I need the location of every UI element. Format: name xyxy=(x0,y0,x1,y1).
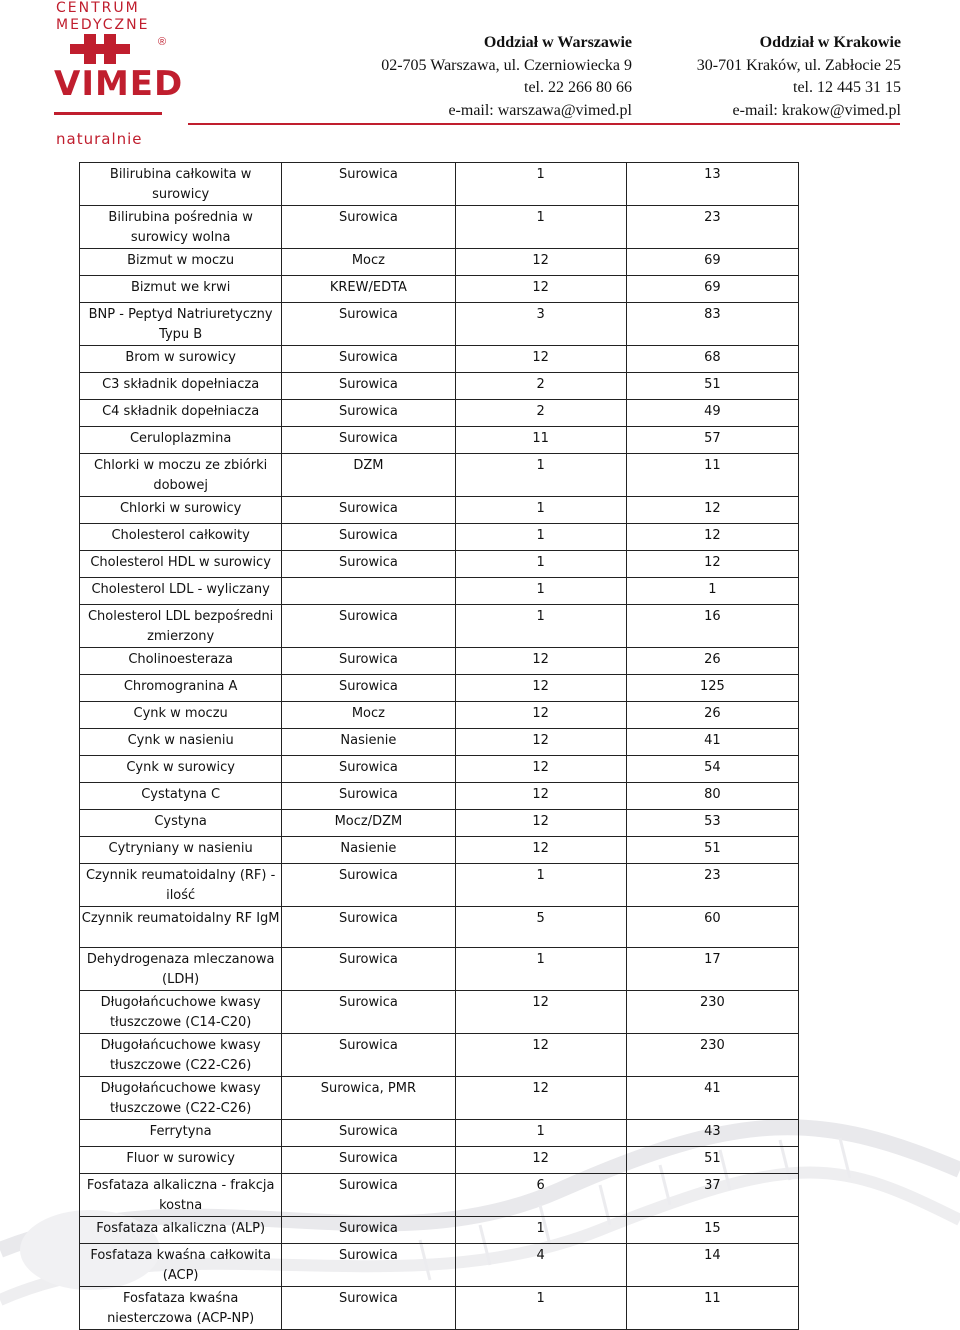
table-row xyxy=(80,454,799,497)
price-cell: 23 xyxy=(626,206,798,249)
logo-top-text: CENTRUM MEDYCZNE xyxy=(56,0,150,33)
price-cell: 83 xyxy=(626,303,798,346)
price-cell: 51 xyxy=(626,837,798,864)
table-row xyxy=(80,729,799,756)
test-name-cell: Fosfataza alkaliczna - frakcja kostna xyxy=(80,1174,282,1217)
price-cell: 125 xyxy=(626,675,798,702)
test-name-cell: Bilirubina całkowita w surowicy xyxy=(80,163,282,206)
table-row xyxy=(80,648,799,675)
price-cell: 230 xyxy=(626,991,798,1034)
test-name-cell: Brom w surowicy xyxy=(80,346,282,373)
test-name-cell: Cynk w moczu xyxy=(80,702,282,729)
price-cell: 17 xyxy=(626,948,798,991)
table-row xyxy=(80,675,799,702)
test-name-cell: Chromogranina A xyxy=(80,675,282,702)
price-cell: 23 xyxy=(626,864,798,907)
table-row xyxy=(80,524,799,551)
turnaround-days-cell: 2 xyxy=(455,373,626,400)
test-name-cell: Długołańcuchowe kwasy tłuszczowe (C22-C26) xyxy=(80,1077,282,1120)
turnaround-days-cell: 12 xyxy=(455,783,626,810)
turnaround-days-cell: 1 xyxy=(455,206,626,249)
material-cell: Surowica xyxy=(282,373,455,400)
material-cell: Surowica xyxy=(282,864,455,907)
test-name-cell: Cynk w surowicy xyxy=(80,756,282,783)
test-name-cell: Cystatyna C xyxy=(80,783,282,810)
turnaround-days-cell: 1 xyxy=(455,1120,626,1147)
branch-address: 30-701 Kraków, ul. Zabłocie 25 xyxy=(696,56,901,74)
logo-sub-text: naturalnie xyxy=(56,130,143,148)
turnaround-days-cell: 1 xyxy=(455,864,626,907)
table-row xyxy=(80,1034,799,1077)
turnaround-days-cell: 12 xyxy=(455,702,626,729)
branch-title: Oddział w Krakowie xyxy=(759,34,901,51)
test-name-cell: Chlorki w surowicy xyxy=(80,497,282,524)
price-cell: 11 xyxy=(626,454,798,497)
material-cell: Surowica xyxy=(282,524,455,551)
table-row xyxy=(80,249,799,276)
test-price-table xyxy=(79,162,799,1330)
turnaround-days-cell: 12 xyxy=(455,249,626,276)
test-name-cell: Fosfataza alkaliczna (ALP) xyxy=(80,1217,282,1244)
turnaround-days-cell: 12 xyxy=(455,810,626,837)
turnaround-days-cell: 1 xyxy=(455,605,626,648)
price-cell: 60 xyxy=(626,907,798,948)
table-row xyxy=(80,1287,799,1330)
table-row xyxy=(80,1147,799,1174)
turnaround-days-cell: 12 xyxy=(455,675,626,702)
price-cell: 12 xyxy=(626,497,798,524)
table-row xyxy=(80,303,799,346)
table-row xyxy=(80,702,799,729)
branch-phone: tel. 22 266 80 66 xyxy=(524,79,632,96)
turnaround-days-cell: 12 xyxy=(455,276,626,303)
test-name-cell: Cholesterol LDL - wyliczany xyxy=(80,578,282,605)
material-cell: Nasienie xyxy=(282,729,455,756)
turnaround-days-cell: 1 xyxy=(455,578,626,605)
test-name-cell: Cystyna xyxy=(80,810,282,837)
table-row xyxy=(80,497,799,524)
test-name-cell: Cholesterol całkowity xyxy=(80,524,282,551)
table-row xyxy=(80,346,799,373)
material-cell xyxy=(282,578,455,605)
material-cell: Surowica xyxy=(282,605,455,648)
material-cell: Surowica xyxy=(282,1120,455,1147)
test-name-cell: Cholinoesteraza xyxy=(80,648,282,675)
turnaround-days-cell: 1 xyxy=(455,1287,626,1330)
price-cell: 54 xyxy=(626,756,798,783)
material-cell: Mocz/DZM xyxy=(282,810,455,837)
material-cell: Surowica, PMR xyxy=(282,1077,455,1120)
material-cell: Nasienie xyxy=(282,837,455,864)
turnaround-days-cell: 12 xyxy=(455,1077,626,1120)
test-name-cell: Cholesterol HDL w surowicy xyxy=(80,551,282,578)
turnaround-days-cell: 1 xyxy=(455,524,626,551)
table-row xyxy=(80,1120,799,1147)
price-cell: 53 xyxy=(626,810,798,837)
test-name-cell: Chlorki w moczu ze zbiórki dobowej xyxy=(80,454,282,497)
branch-address: 02-705 Warszawa, ul. Czerniowiecka 9 xyxy=(381,56,632,74)
table-row xyxy=(80,991,799,1034)
test-name-cell: C4 składnik dopełniacza xyxy=(80,400,282,427)
test-name-cell: Bizmut w moczu xyxy=(80,249,282,276)
table-row xyxy=(80,1244,799,1287)
turnaround-days-cell: 1 xyxy=(455,497,626,524)
branch-krakow xyxy=(697,32,901,122)
price-cell: 49 xyxy=(626,400,798,427)
test-name-cell: Dehydrogenaza mleczanowa (LDH) xyxy=(80,948,282,991)
turnaround-days-cell: 12 xyxy=(455,346,626,373)
table-row xyxy=(80,783,799,810)
turnaround-days-cell: 2 xyxy=(455,400,626,427)
price-cell: 11 xyxy=(626,1287,798,1330)
material-cell: Surowica xyxy=(282,400,455,427)
material-cell: Surowica xyxy=(282,675,455,702)
table-row xyxy=(80,427,799,454)
test-name-cell: Czynnik reumatoidalny RF IgM xyxy=(80,907,282,948)
price-cell: 51 xyxy=(626,1147,798,1174)
test-name-cell: Fluor w surowicy xyxy=(80,1147,282,1174)
price-cell: 14 xyxy=(626,1244,798,1287)
table-row xyxy=(80,578,799,605)
material-cell: Surowica xyxy=(282,783,455,810)
price-cell: 37 xyxy=(626,1174,798,1217)
test-name-cell: Cynk w nasieniu xyxy=(80,729,282,756)
price-cell: 26 xyxy=(626,648,798,675)
turnaround-days-cell: 12 xyxy=(455,1034,626,1077)
test-name-cell: Długołańcuchowe kwasy tłuszczowe (C22-C26) xyxy=(80,1034,282,1077)
material-cell: Surowica xyxy=(282,346,455,373)
material-cell: Surowica xyxy=(282,1244,455,1287)
branch-email[interactable]: e-mail: warszawa@vimed.pl xyxy=(448,101,632,119)
logo-registered: ® xyxy=(158,36,167,48)
turnaround-days-cell: 12 xyxy=(455,837,626,864)
logo-main-text: VIMED xyxy=(54,64,184,104)
test-name-cell: C3 składnik dopełniacza xyxy=(80,373,282,400)
test-name-cell: Bizmut we krwi xyxy=(80,276,282,303)
test-name-cell: Ceruloplazmina xyxy=(80,427,282,454)
table-row xyxy=(80,551,799,578)
table-row xyxy=(80,810,799,837)
table-row xyxy=(80,206,799,249)
turnaround-days-cell: 1 xyxy=(455,454,626,497)
material-cell: Surowica xyxy=(282,551,455,578)
material-cell: Surowica xyxy=(282,1217,455,1244)
price-cell: 51 xyxy=(626,373,798,400)
test-name-cell: Fosfataza kwaśna całkowita (ACP) xyxy=(80,1244,282,1287)
test-name-cell: Czynnik reumatoidalny (RF) - ilość xyxy=(80,864,282,907)
material-cell: Surowica xyxy=(282,648,455,675)
price-cell: 12 xyxy=(626,524,798,551)
price-cell: 15 xyxy=(626,1217,798,1244)
material-cell: Surowica xyxy=(282,991,455,1034)
table-row xyxy=(80,605,799,648)
price-cell: 43 xyxy=(626,1120,798,1147)
material-cell: Surowica xyxy=(282,1147,455,1174)
price-cell: 41 xyxy=(626,1077,798,1120)
vimed-logo xyxy=(54,0,184,150)
test-name-cell: BNP - Peptyd Natriuretyczny Typu B xyxy=(80,303,282,346)
material-cell: Surowica xyxy=(282,948,455,991)
turnaround-days-cell: 12 xyxy=(455,1147,626,1174)
material-cell: Mocz xyxy=(282,249,455,276)
material-cell: DZM xyxy=(282,454,455,497)
price-cell: 68 xyxy=(626,346,798,373)
header-divider xyxy=(188,123,900,125)
test-name-cell: Fosfataza kwaśna niesterczowa (ACP-NP) xyxy=(80,1287,282,1330)
turnaround-days-cell: 11 xyxy=(455,427,626,454)
price-cell: 230 xyxy=(626,1034,798,1077)
material-cell: Surowica xyxy=(282,497,455,524)
price-cell: 41 xyxy=(626,729,798,756)
material-cell: Surowica xyxy=(282,756,455,783)
table-row xyxy=(80,907,799,948)
material-cell: Surowica xyxy=(282,206,455,249)
material-cell: Mocz xyxy=(282,702,455,729)
turnaround-days-cell: 5 xyxy=(455,907,626,948)
logo-underline xyxy=(54,112,162,115)
price-cell: 1 xyxy=(626,578,798,605)
test-name-cell: Długołańcuchowe kwasy tłuszczowe (C14-C20) xyxy=(80,991,282,1034)
branch-warsaw xyxy=(381,32,632,122)
price-cell: 26 xyxy=(626,702,798,729)
table-row xyxy=(80,373,799,400)
table-row xyxy=(80,400,799,427)
material-cell: Surowica xyxy=(282,1034,455,1077)
material-cell: Surowica xyxy=(282,163,455,206)
branch-email[interactable]: e-mail: krakow@vimed.pl xyxy=(732,101,901,119)
table-row xyxy=(80,163,799,206)
price-cell: 69 xyxy=(626,249,798,276)
turnaround-days-cell: 1 xyxy=(455,948,626,991)
table-row xyxy=(80,948,799,991)
branch-title: Oddział w Warszawie xyxy=(483,34,632,51)
price-cell: 69 xyxy=(626,276,798,303)
table-row xyxy=(80,1077,799,1120)
table-row xyxy=(80,1174,799,1217)
test-name-cell: Ferrytyna xyxy=(80,1120,282,1147)
test-name-cell: Cytryniany w nasieniu xyxy=(80,837,282,864)
table-row xyxy=(80,756,799,783)
price-cell: 13 xyxy=(626,163,798,206)
material-cell: Surowica xyxy=(282,907,455,948)
material-cell: Surowica xyxy=(282,427,455,454)
turnaround-days-cell: 1 xyxy=(455,551,626,578)
turnaround-days-cell: 12 xyxy=(455,756,626,783)
material-cell: Surowica xyxy=(282,1174,455,1217)
price-cell: 16 xyxy=(626,605,798,648)
turnaround-days-cell: 3 xyxy=(455,303,626,346)
branch-phone: tel. 12 445 31 15 xyxy=(793,79,901,96)
turnaround-days-cell: 12 xyxy=(455,648,626,675)
table-row xyxy=(80,1217,799,1244)
material-cell: Surowica xyxy=(282,303,455,346)
logo-cross-icon xyxy=(54,32,154,66)
test-name-cell: Bilirubina pośrednia w surowicy wolna xyxy=(80,206,282,249)
turnaround-days-cell: 1 xyxy=(455,163,626,206)
turnaround-days-cell: 4 xyxy=(455,1244,626,1287)
test-name-cell: Cholesterol LDL bezpośredni zmierzony xyxy=(80,605,282,648)
turnaround-days-cell: 1 xyxy=(455,1217,626,1244)
table-row xyxy=(80,276,799,303)
turnaround-days-cell: 12 xyxy=(455,729,626,756)
material-cell: Surowica xyxy=(282,1287,455,1330)
turnaround-days-cell: 6 xyxy=(455,1174,626,1217)
price-cell: 12 xyxy=(626,551,798,578)
price-cell: 57 xyxy=(626,427,798,454)
turnaround-days-cell: 12 xyxy=(455,991,626,1034)
table-row xyxy=(80,864,799,907)
table-row xyxy=(80,837,799,864)
price-cell: 80 xyxy=(626,783,798,810)
material-cell: KREW/EDTA xyxy=(282,276,455,303)
